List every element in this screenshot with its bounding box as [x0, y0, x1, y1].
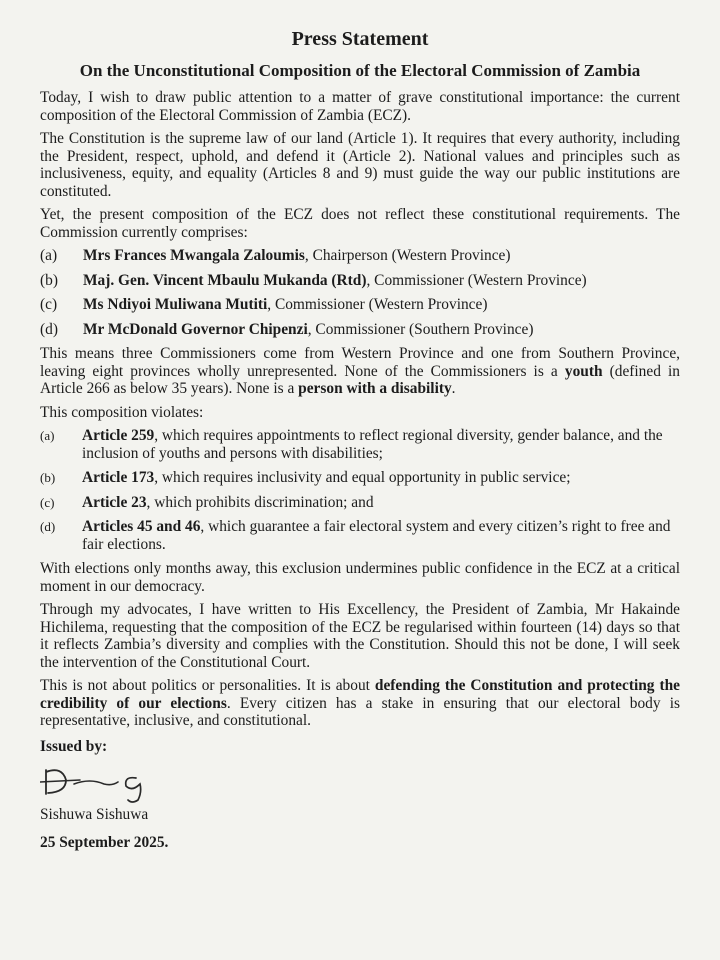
paragraph-intro: Today, I wish to draw public attention to a matter of grave constitutional importance: the current composition of the Electoral Commission of Zambia (ECZ). [40, 89, 680, 124]
list-label: (b) [40, 271, 58, 289]
list-item [40, 247, 680, 265]
member-name: Mrs Frances Mwangala Zaloumis [83, 247, 305, 264]
article-ref: Article 23 [82, 493, 147, 511]
paragraph-conclusion: This is not about politics or personalities. It is about defending the Constitution and protecting the credibility of our elections. Every citizen has a stake in ensuring that our electoral body is representative, inclusive, and constitutional. [40, 677, 680, 729]
list-label: (c) [40, 296, 58, 313]
member-role: , Commissioner (Western Province) [366, 271, 587, 289]
article-ref: Article 259 [82, 427, 155, 444]
emphasis-youth: youth [564, 362, 603, 380]
commission-members-list [40, 247, 680, 338]
statement-date: 25 September 2025. [40, 833, 169, 851]
list-item: (a) Article 259, which requires appointments to reflect regional diversity, gender balance, and the inclusion of youths and persons with disabilities; [40, 427, 663, 462]
member-role: , Commissioner (Western Province) [267, 296, 488, 313]
list-label: (a) [40, 428, 55, 443]
document-subtitle: On the Unconstitutional Composition of the Electoral Commission of Zambia [79, 61, 641, 80]
signatory-name: Sishuwa Sishuwa [40, 805, 149, 823]
paragraph-composition: Yet, the present composition of the ECZ does not reflect these constitutional requirements. The Commission currently comprises: [40, 206, 680, 241]
document-title: Press Statement [291, 28, 429, 50]
list-item [40, 272, 680, 290]
paragraph-elections: With elections only months away, this exclusion undermines public confidence in the ECZ at a critical moment in our democracy. [40, 560, 680, 595]
member-name: Mr McDonald Governor Chipenzi [83, 320, 308, 338]
list-label: (b) [40, 470, 56, 485]
member-name: Ms Ndiyoi Muliwana Mutiti [83, 296, 268, 313]
list-label: (d) [40, 320, 58, 338]
list-label: (a) [40, 247, 58, 264]
paragraph-advocates: Through my advocates, I have written to His Excellency, the President of Zambia, Mr Hakainde Hichilema, requesting that the composition of the ECZ be regularised within fourteen (14) days so that it reflects Zambia’s diversity and complies with the Constitution. Should this not be done, I will seek the intervention of the Constitutional Court. [40, 601, 680, 671]
member-role: , Commissioner (Southern Province) [307, 320, 534, 338]
member-name: Maj. Gen. Vincent Mbaulu Mukanda (Rtd) [83, 271, 367, 289]
emphasis-disability: person with a disability [298, 380, 452, 397]
paragraph-constitution: The Constitution is the supreme law of our land (Article 1). It requires that every authority, including the President, respect, uphold, and defend it (Article 2). National values and principles such as inclusiveness, equity, and equality (Articles 8 and 9) must guide the way our public institutions are constituted. [40, 130, 680, 200]
list-item [40, 321, 680, 339]
emphasis-constitution: defending the Constitution and protecting the credibility of our elections [40, 677, 680, 712]
list-item [40, 296, 680, 314]
article-ref: Article 173 [82, 469, 155, 486]
list-item: (d) Articles 45 and 46, which guarantee a fair electoral system and every citizen’s right to free and fair elections. [40, 518, 671, 553]
list-item: (c) Article 23, which prohibits discrimination; and [40, 493, 374, 511]
member-role: , Chairperson (Western Province) [304, 247, 511, 264]
paragraph-violates: This composition violates: [40, 403, 204, 421]
violations-list [40, 427, 680, 553]
list-label: (c) [40, 494, 55, 510]
paragraph-representation: This means three Commissioners come from Western Province and one from Southern Province, leaving eight provinces wholly unrepresented. None of the Commissioners is a youth (defined in Article 266 as below 35 years). None is a person with a disability. [40, 345, 680, 397]
article-ref: Articles 45 and 46 [82, 518, 201, 535]
handwritten-signature [40, 760, 680, 804]
list-label: (d) [40, 519, 56, 534]
issued-by-label: Issued by: [40, 737, 108, 755]
list-item: (b) Article 173, which requires inclusivity and equal opportunity in public service; [40, 469, 571, 486]
